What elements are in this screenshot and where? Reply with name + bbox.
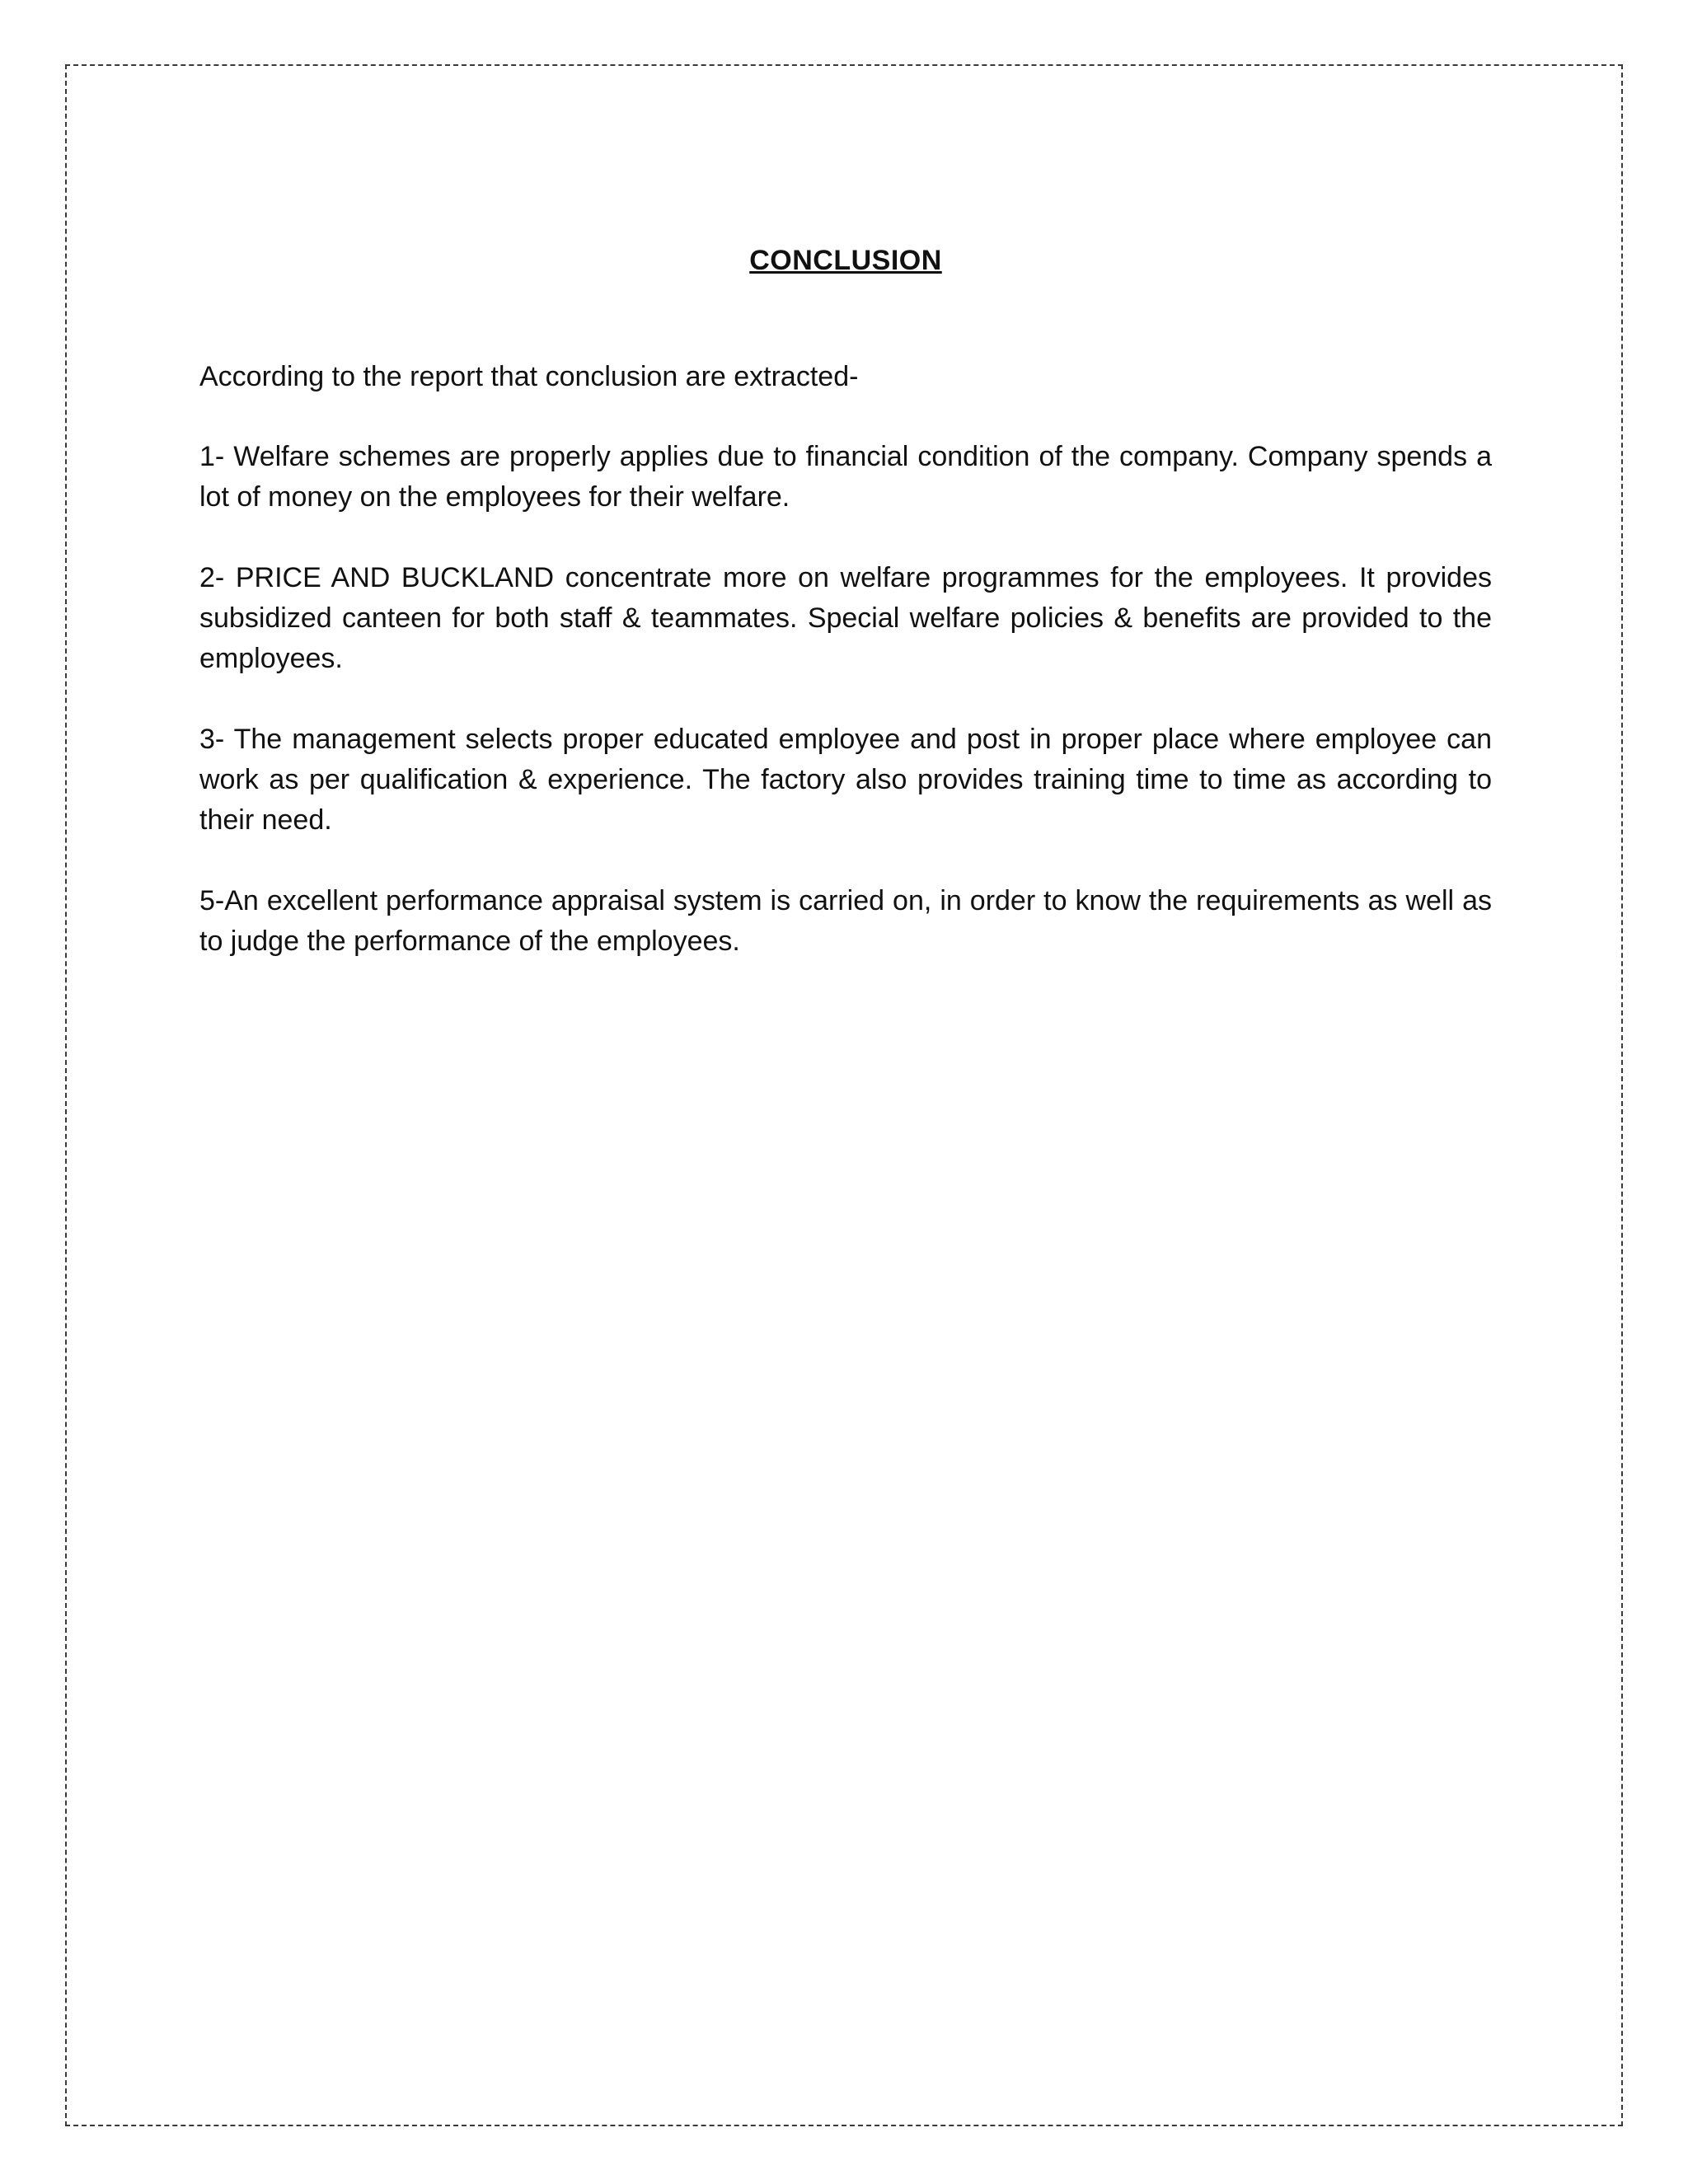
conclusion-paragraph-3: 3- The management selects proper educated employee and post in proper place where employee can work as per qualification & experience. The factory also provides training time to time as according to their need. xyxy=(199,724,1492,836)
conclusion-paragraph-1: 1- Welfare schemes are properly applies due to financial condition of the company. Company spends a lot of money on the employees for their welfare. xyxy=(199,441,1492,513)
page-title: CONCLUSION xyxy=(749,245,942,276)
intro-text: According to the report that conclusion are extracted- xyxy=(199,361,859,392)
conclusion-paragraph-2: 2- PRICE AND BUCKLAND concentrate more on welfare programmes for the employees. It provides subsidized canteen for both staff & teammates. Special welfare policies & benefits are provided to the employees. xyxy=(199,562,1492,674)
conclusion-paragraph-4: 5-An excellent performance appraisal system is carried on, in order to know the requirements as well as to judge the performance of the employees. xyxy=(199,885,1492,957)
document-body xyxy=(199,242,1492,1002)
